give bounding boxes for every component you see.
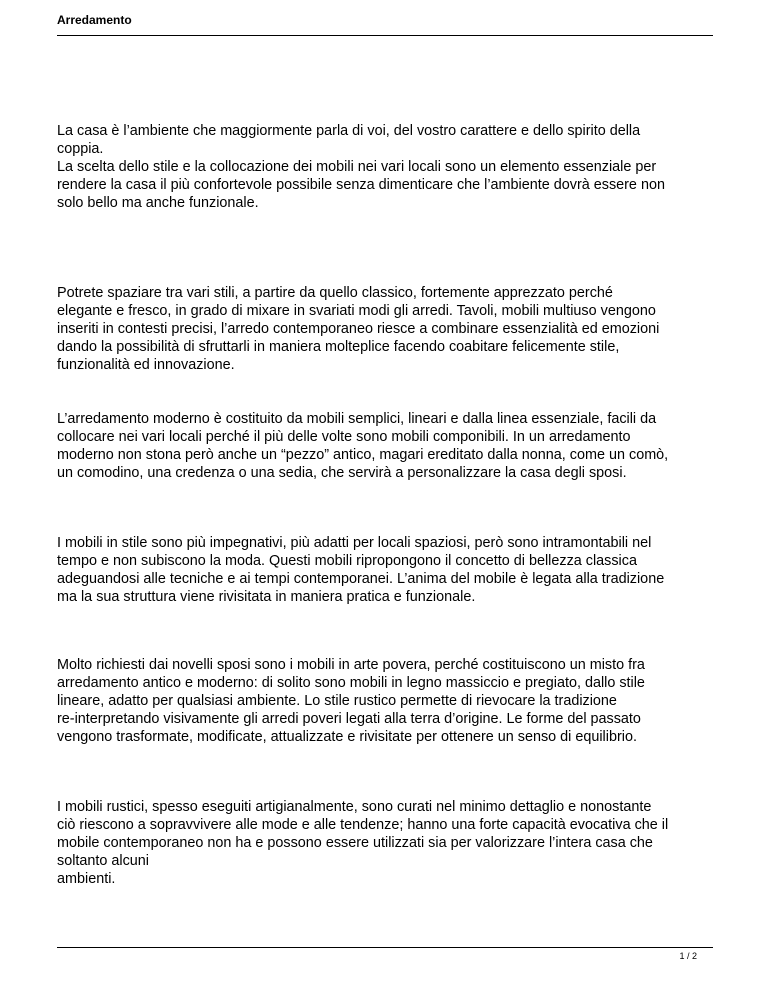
paragraph-arte-povera: Molto richiesti dai novelli sposi sono i mobili in arte povera, perché costituiscono un misto fra arredamento antico e moderno: di solito sono mobili in legno massiccio e pregiato, dallo stile lineare, adatto per qualsiasi ambiente. Lo stile rustico permette di rievocare la tradizione re-interpretando visivamente gli arredi poveri legati alla terra d’origine. Le forme del passato vengono trasformate, modificate, attualizzate e rivisitate per ottenere un senso di equilibrio. (57, 657, 645, 745)
paragraph-intro: La casa è l’ambiente che maggiormente parla di voi, del vostro carattere e dello spirito della coppia. La scelta dello stile e la collocazione dei mobili nei vari locali sono un elemento essenziale per rendere la casa il più confortevole possibile senza dimenticare che l’ambiente dovrà essere non solo bello ma anche funzionale. (57, 123, 665, 211)
header-divider (57, 35, 713, 36)
footer-divider (57, 947, 713, 948)
page-number: 1 / 2 (679, 951, 697, 961)
paragraph-period-furniture: I mobili in stile sono più impegnativi, più adatti per locali spaziosi, però sono intramontabili nel tempo e non subiscono la moda. Questi mobili ripropongono il concetto di bellezza classica adeguandosi alle tecniche e ai tempi contemporanei. L’anima del mobile è legata alla tradizione ma la sua struttura viene rivisitata in maniera pratica e funzionale. (57, 535, 665, 605)
paragraph-modern-furniture: L’arredamento moderno è costituito da mobili semplici, lineari e dalla linea essenziale, facili da collocare nei vari locali perché il più delle volte sono mobili componibili. In un arredamento moderno non stona però anche un “pezzo” antico, magari ereditato dalla nonna, come un comò, un comodino, una credenza o una sedia, che servirà a personalizzare la casa degli sposi. (57, 411, 669, 481)
paragraph-rustic-furniture: I mobili rustici, spesso eseguiti artigianalmente, sono curati nel minimo dettaglio e nonostante ciò riescono a sopravvivere alle mode e alle tendenze; hanno una forte capacità evocativa che il mobile contemporaneo non ha e possono essere utilizzati sia per valorizzare l’intera casa che soltanto alcuni ambienti. (57, 799, 669, 887)
document-title: Arredamento (57, 13, 132, 27)
paragraph-classic-style: Potrete spaziare tra vari stili, a partire da quello classico, fortemente apprezzato perché elegante e fresco, in grado di mixare in svariati modi gli arredi. Tavoli, mobili multiuso vengono inseriti in contesti precisi, l’arredo contemporaneo riesce a combinare essenzialità ed emozioni dando la possibilità di sfruttarli in maniera molteplice facendo coabitare felicemente stile, funzionalità ed innovazione. (57, 285, 660, 373)
